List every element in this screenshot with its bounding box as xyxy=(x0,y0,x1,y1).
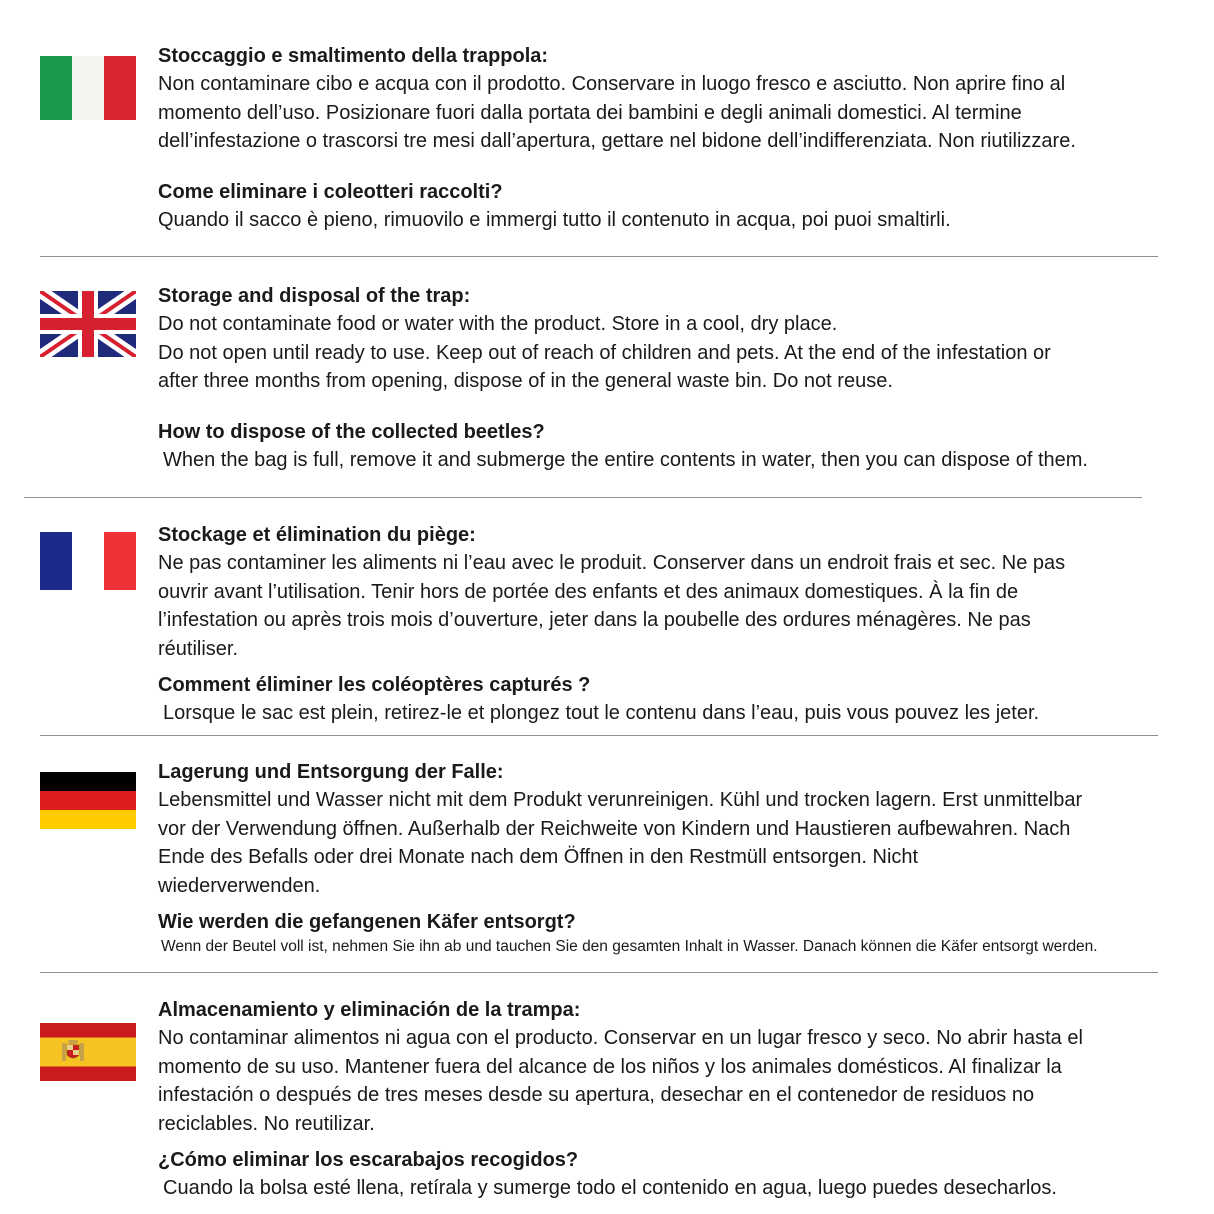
section-german xyxy=(158,758,1198,958)
storage-line: wiederverwenden. xyxy=(158,874,321,897)
storage-line: Do not contaminate food or water with the product. Store in a cool, dry place. xyxy=(158,313,838,335)
italy-flag-icon xyxy=(40,56,136,120)
storage-line: Non contaminare cibo e acqua con il prodotto. Conservare in luogo fresco e asciutto. Non aprire fino al xyxy=(158,73,1066,95)
storage-title: Stoccaggio e smaltimento della trappola: xyxy=(158,45,549,67)
storage-line: momento dell’uso. Posizionare fuori dalla portata dei bambini e degli animali domestici. Al termine xyxy=(158,101,1022,124)
section-english xyxy=(158,282,1198,474)
section-italian xyxy=(158,42,1198,234)
disposal-answer: Lorsque le sac est plein, retirez-le et plongez tout le contenu dans l’eau, puis vous pouvez les jeter. xyxy=(163,702,1040,724)
storage-line: infestación o después de tres meses desde su apertura, desechar en el contenedor de residuos no xyxy=(158,1084,1035,1106)
storage-line: Lebensmittel und Wasser nicht mit dem Produkt verunreinigen. Kühl und trocken lagern. Erst unmittelbar xyxy=(158,789,1083,811)
disposal-answer: Wenn der Beutel voll ist, nehmen Sie ihn ab und tauchen Sie den gesamten Inhalt in Wasser. Danach können die Käfer entsorgt werden. xyxy=(161,938,1098,955)
storage-line: réutiliser. xyxy=(158,637,239,660)
disposal-question: Comment éliminer les coléoptères capturés ? xyxy=(158,674,591,696)
section-divider xyxy=(40,972,1158,973)
disposal-question: Come eliminare i coleotteri raccolti? xyxy=(158,180,503,203)
france-flag-icon xyxy=(40,532,136,590)
section-divider xyxy=(24,497,1142,498)
disposal-question: How to dispose of the collected beetles? xyxy=(158,420,545,443)
storage-line: ouvrir avant l’utilisation. Tenir hors de portée des enfants et des animaux domestiques. À la fin de xyxy=(158,580,1019,603)
coat-of-arms-icon xyxy=(62,1040,84,1061)
section-spanish xyxy=(158,996,1198,1203)
storage-title: Lagerung und Entsorgung der Falle: xyxy=(158,761,504,783)
uk-flag-icon xyxy=(40,291,136,357)
storage-title: Almacenamiento y eliminación de la trampa: xyxy=(158,999,581,1021)
storage-line: momento de su uso. Mantener fuera del alcance de los niños y los animales domésticos. Al finalizar la xyxy=(158,1055,1062,1078)
storage-line: No contaminar alimentos ni agua con el producto. Conservar en un lugar fresco y seco. No abrir hasta el xyxy=(158,1027,1083,1049)
storage-line: reciclables. No reutilizar. xyxy=(158,1112,375,1135)
section-divider xyxy=(40,735,1158,736)
disposal-answer: Quando il sacco è pieno, rimuovilo e immergi tutto il contenuto in acqua, poi puoi smaltirli. xyxy=(158,208,951,231)
storage-line: dell’infestazione o trascorsi tre mesi dall’apertura, gettare nel bidone dell’indifferenziata. Non riutilizzare. xyxy=(158,130,1076,152)
storage-line: l’infestation ou après trois mois d’ouverture, jeter dans la poubelle des ordures ménagères. Ne pas xyxy=(158,609,1031,631)
section-french xyxy=(158,521,1198,728)
storage-line: Do not open until ready to use. Keep out of reach of children and pets. At the end of the infestation or xyxy=(158,341,1051,364)
germany-flag-icon xyxy=(40,772,136,829)
storage-line: Ende des Befalls oder drei Monate nach dem Öffnen in den Restmüll entsorgen. Nicht xyxy=(158,846,919,868)
storage-line: after three months from opening, dispose of in the general waste bin. Do not reuse. xyxy=(158,370,893,392)
disposal-question: ¿Cómo eliminar los escarabajos recogidos? xyxy=(158,1149,579,1171)
disposal-answer: Cuando la bolsa esté llena, retírala y sumerge todo el contenido en agua, luego puedes desecharlos. xyxy=(163,1177,1057,1199)
storage-line: vor der Verwendung öffnen. Außerhalb der Reichweite von Kindern und Haustieren aufbewahren. Nach xyxy=(158,817,1071,840)
section-divider xyxy=(40,256,1158,257)
spain-flag-icon xyxy=(40,1023,136,1081)
disposal-question: Wie werden die gefangenen Käfer entsorgt? xyxy=(158,911,576,933)
storage-title: Storage and disposal of the trap: xyxy=(158,285,471,307)
storage-title: Stockage et élimination du piège: xyxy=(158,524,476,546)
storage-line: Ne pas contaminer les aliments ni l’eau avec le produit. Conserver dans un endroit frais et sec. Ne pas xyxy=(158,552,1066,574)
disposal-answer: When the bag is full, remove it and submerge the entire contents in water, then you can dispose of them. xyxy=(163,448,1088,471)
